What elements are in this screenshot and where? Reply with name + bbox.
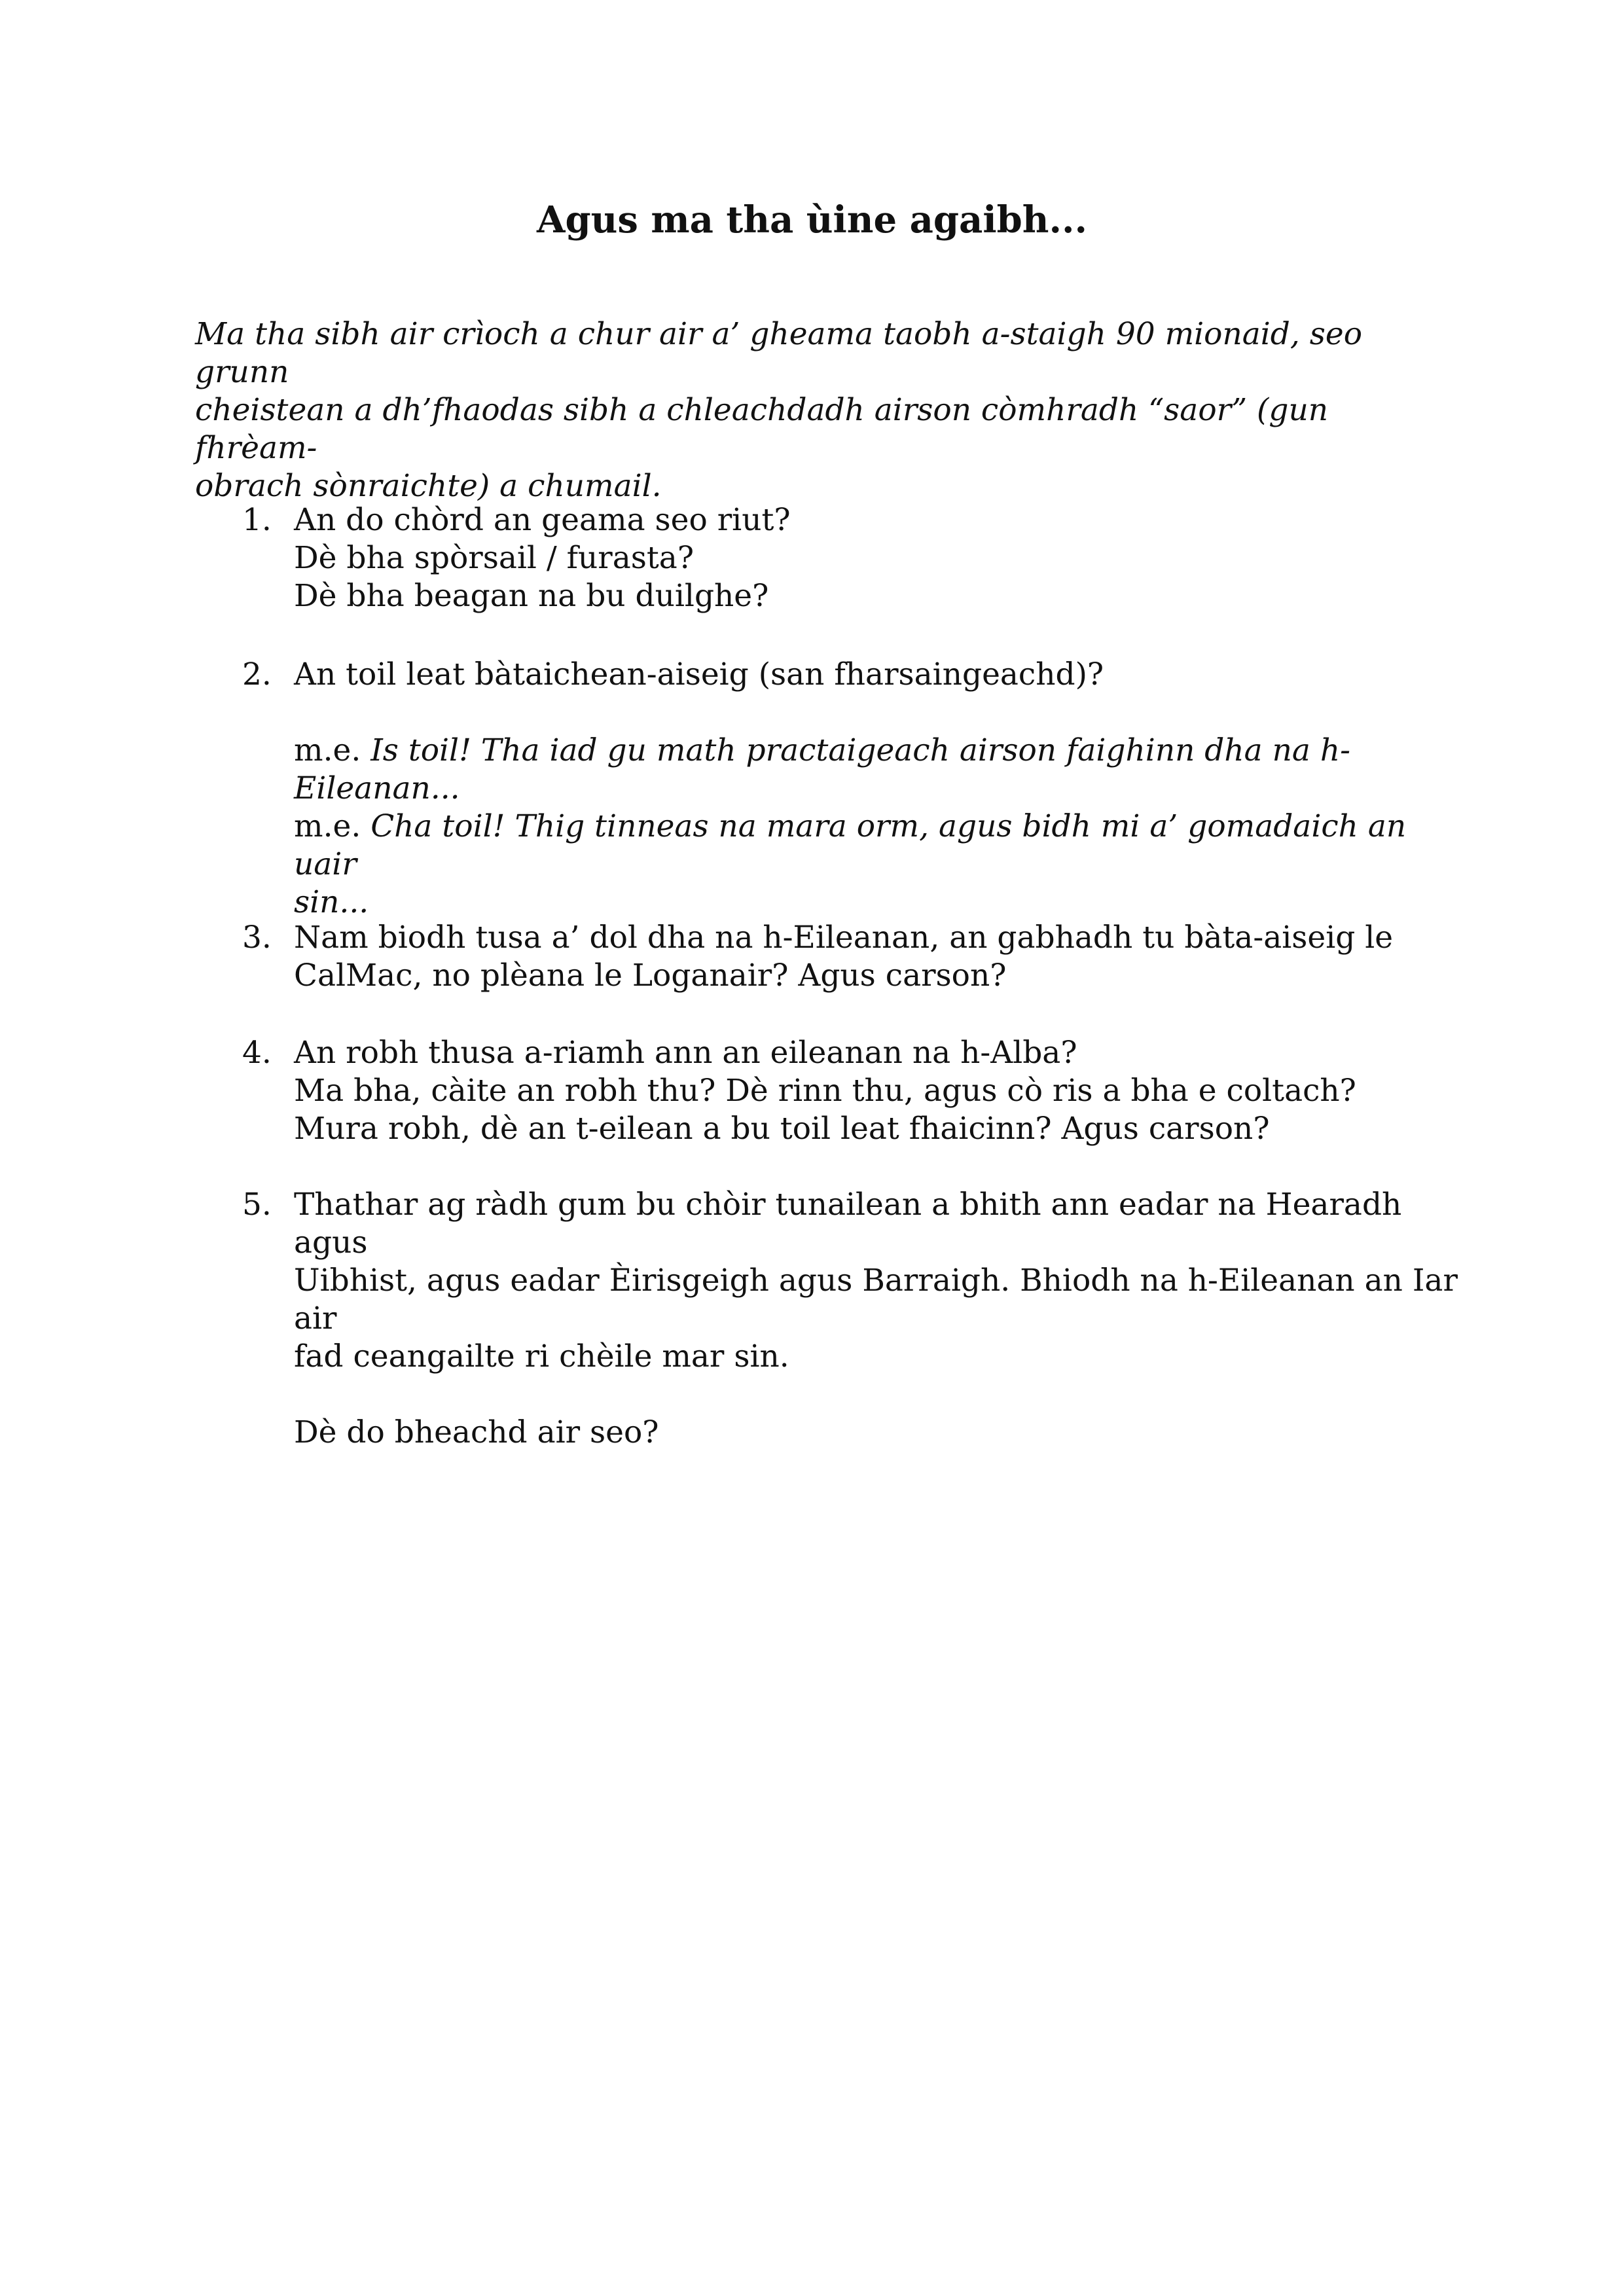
question-body — [294, 501, 1459, 615]
intro-line: obrach sònraichte) a chumail. — [195, 468, 662, 504]
question-line: An do chòrd an geama seo riut? — [294, 502, 791, 538]
question-line: Nam biodh tusa a’ dol dha na h-Eileanan, an gabhadh tu bàta-aiseig le — [294, 920, 1394, 956]
spacer — [294, 1376, 1459, 1414]
question-body — [294, 1034, 1459, 1148]
intro-line: cheistean a dh’fhaodas sibh a chleachdadh airson còmhradh “saor” (gun fhrèam- — [195, 392, 1329, 466]
question-line: fad ceangailte ri chèile mar sin. — [294, 1338, 789, 1374]
example-line — [294, 808, 1459, 884]
question-body — [294, 1186, 1459, 1452]
example-prefix: m.e. — [294, 732, 371, 768]
page-title: Agus ma tha ùine agaibh... — [537, 198, 1087, 242]
question-line: An robh thusa a-riamh ann an eileanan na h-Alba? — [294, 1035, 1077, 1071]
question-line: Mura robh, dè an t-eilean a bu toil leat fhaicinn? Agus carson? — [294, 1111, 1270, 1147]
example-text: Cha toil! Thig tinneas na mara orm, agus bidh mi a’ gomadaich an uair — [294, 808, 1407, 882]
example-text: Is toil! Tha iad gu math practaigeach airson faighinn dha na h- — [370, 732, 1350, 768]
question-line: Thathar ag ràdh gum bu chòir tunailean a bhith ann eadar na Hearadh agus — [294, 1187, 1402, 1261]
question-number: 4. — [242, 1035, 272, 1071]
question-body — [294, 919, 1459, 995]
spacer — [294, 694, 1459, 732]
question-line: CalMac, no plèana le Loganair? Agus carson? — [294, 958, 1007, 994]
example-line — [294, 732, 1459, 770]
question-number: 1. — [242, 502, 272, 538]
question-line: Dè bha spòrsail / furasta? — [294, 540, 695, 576]
question-followup: Dè do bheachd air seo? — [294, 1414, 659, 1450]
question-line: Uibhist, agus eadar Èirisgeigh agus Barraigh. Bhiodh na h-Eileanan an Iar air — [294, 1263, 1458, 1336]
example-text-continued: Eileanan... — [294, 770, 460, 806]
example-prefix: m.e. — [294, 808, 371, 844]
question-line: Ma bha, càite an robh thu? Dè rinn thu, agus cò ris a bha e coltach? — [294, 1073, 1356, 1109]
question-line: An toil leat bàtaichean-aiseig (san fharsaingeachd)? — [294, 656, 1104, 692]
example-text-continued: sin... — [294, 884, 369, 920]
question-number: 2. — [242, 656, 272, 692]
question-body — [294, 656, 1459, 922]
intro-paragraph — [195, 315, 1439, 505]
intro-line: Ma tha sibh air crìoch a chur air a’ gheama taobh a-staigh 90 mionaid, seo grunn — [195, 316, 1362, 390]
question-number: 3. — [242, 920, 272, 956]
question-line: Dè bha beagan na bu duilghe? — [294, 578, 769, 614]
question-number: 5. — [242, 1187, 272, 1223]
